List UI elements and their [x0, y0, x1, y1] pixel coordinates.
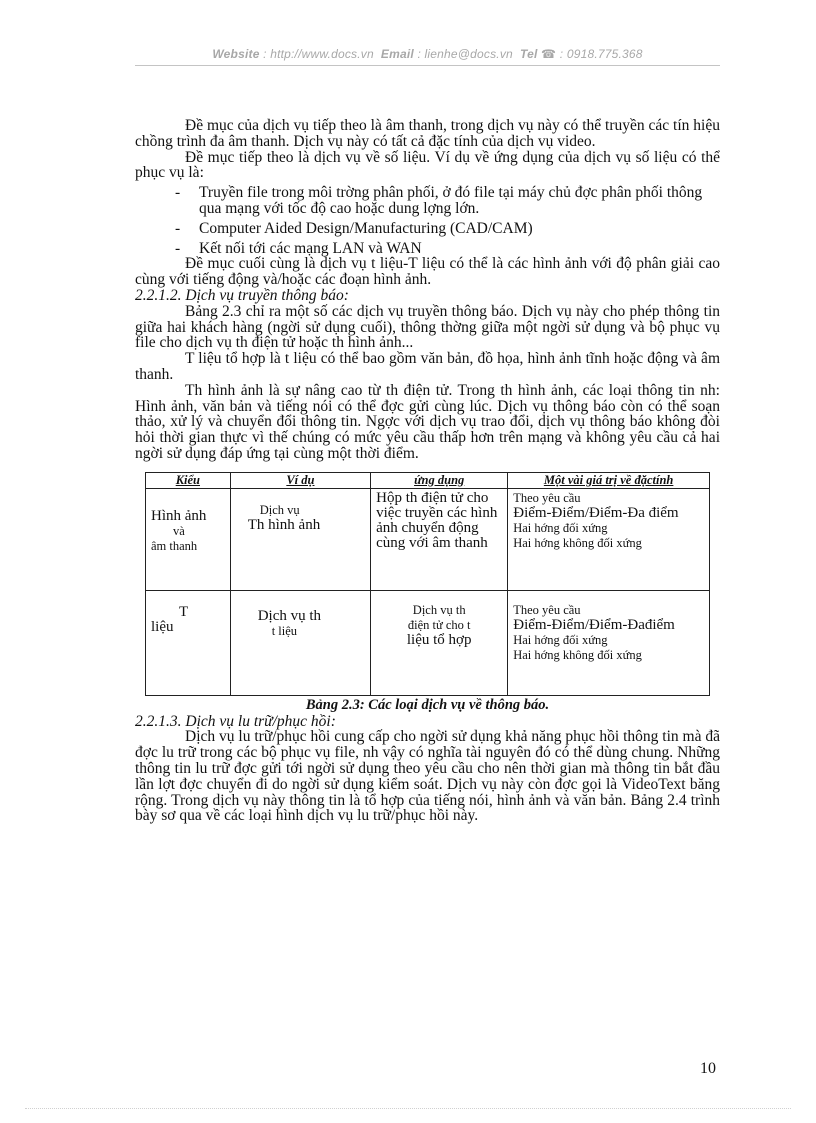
- table-row: [146, 488, 710, 590]
- page-body: [135, 118, 720, 824]
- tel-value: : 0918.775.368: [559, 47, 643, 61]
- bullet-text: Kết nối tới các mạng LAN và WAN: [199, 239, 422, 257]
- bullet-item: [135, 241, 720, 257]
- bullet-dash: -: [175, 219, 181, 237]
- bullet-text: Truyền file trong môi trờng phân phối, ở đó file tại máy chủ đợc phân phối thông qua mạng với tốc độ cao hoặc dung lợng lớn.: [199, 184, 703, 217]
- paragraph-composite: T liệu tổ hợp là t liệu có thể bao gồm văn bản, đồ họa, hình ảnh tĩnh hoặc động và âm thanh.: [135, 350, 720, 383]
- page-number: 10: [700, 1060, 716, 1077]
- paragraph-table-intro: Bảng 2.3 chỉ ra một số các dịch vụ truyền thông báo. Dịch vụ này cho phép thông tin giữa hai khách hàng (ngời sử dụng cuối), thông thờng giữa một ngời sử dụng và bộ phục vụ file cho dịch vụ th điện tử hoặc th hình ảnh...: [135, 302, 720, 352]
- email-label: Email: [380, 47, 414, 61]
- cell-kieu: Hình ảnh và âm thanh: [146, 488, 231, 590]
- paragraph-document: Đề mục cuối cùng là dịch vụ t liệu-T liệu có thể là các hình ảnh với độ phân giải cao cùng với tiếng động và/hoặc các đoạn hình ảnh.: [135, 255, 720, 289]
- phone-icon: ☎: [541, 47, 557, 61]
- tel-label: Tel: [520, 47, 538, 61]
- paragraph-audio: Đề mục của dịch vụ tiếp theo là âm thanh, trong dịch vụ này có thể truyền các tín hiệu chồng trình đa âm thanh. Dịch vụ này có tất cả đặc tính của dịch vụ video.: [135, 117, 720, 150]
- header-divider: [135, 65, 720, 66]
- bullet-dash: -: [175, 184, 181, 202]
- page-header: [135, 47, 720, 61]
- bullet-text: Computer Aided Design/Manufacturing (CAD/CAM): [199, 219, 533, 237]
- table-row: [146, 590, 710, 695]
- column-header: Một vài giá trị về đặctính: [508, 472, 710, 488]
- cell-ungdung: Hộp th điện tử cho việc truyền các hình ảnh chuyển động cùng với âm thanh: [371, 488, 508, 590]
- column-header: ứng dụng: [371, 472, 508, 488]
- column-header: Kiểu: [146, 472, 231, 488]
- email-value[interactable]: : lienhe@docs.vn: [417, 47, 513, 61]
- paragraph-image-mail: Th hình ảnh là sự nâng cao từ th điện tử. Trong th hình ảnh, các loại thông tin nh: Hình ảnh, văn bản và tiếng nói có thể đợc gửi cùng lúc. Dịch vụ thông báo còn có thể soạn thảo, xử lý và chuyển đổi thông tin. Ngợc với dịch vụ trao đổi, dịch vụ thông báo không đòi hỏi thời gian thực vì thế chúng có mức yêu cầu thấp hơn trên mạng và không yêu cầu cả hai ngời sử dụng đáp ứng tại cùng một thời điểm.: [135, 381, 720, 462]
- paragraph-retrieval: Dịch vụ lu trữ/phục hồi cung cấp cho ngời sử dụng khả năng phục hồi thông tin mà đã đợc lu trữ trong các bộ phục vụ file, nh vậy có nghĩa tài nguyên đó có thể dùng chung. Những thông tin lu trữ đợc gửi tới ngời sử dụng theo yêu cầu cho nên thời gian mà thông tin bắt đầu lần lợt đợc chuyển đi do ngời sử dụng kiểm soát. Dịch vụ này còn đợc gọi là VideoText băng rộng. Trong dịch vụ này thông tin là tổ hợp của tiếng nói, hình ảnh và văn bản. Bảng 2.4 trình bày sơ qua về các loại hình dịch vụ lu trữ/phục hồi này.: [135, 728, 720, 825]
- bullet-item: [135, 185, 720, 217]
- table-caption: Bảng 2.3: Các loại dịch vụ về thông báo.: [305, 696, 550, 713]
- cell-kieu: T liệu: [146, 590, 231, 695]
- table-header-row: [146, 472, 710, 488]
- cell-vidu: Dịch vụ Th hình ảnh: [230, 488, 370, 590]
- cell-dactinh: Theo yêu cầu Điểm-Điểm/Điểm-Đađiểm Hai hớng đối xứng Hai hớng không đối xứng: [508, 590, 710, 695]
- bullet-dash: -: [175, 239, 181, 257]
- footer-divider: [25, 1108, 791, 1109]
- messaging-services-table: [145, 472, 710, 696]
- cell-ungdung: Dịch vụ th điện tử cho t liệu tổ hợp: [371, 590, 508, 695]
- section-heading-retrieval: 2.2.1.3. Dịch vụ lu trữ/phục hồi:: [135, 712, 336, 730]
- website-label: Website: [212, 47, 260, 61]
- cell-vidu: Dịch vụ th t liệu: [230, 590, 370, 695]
- paragraph-data: Đề mục tiếp theo là dịch vụ về số liệu. Ví dụ về ứng dụng của dịch vụ số liệu có thể phục vụ là:: [135, 148, 720, 182]
- website-url[interactable]: : http://www.docs.vn: [263, 47, 374, 61]
- bullet-item: [135, 221, 720, 237]
- cell-dactinh: Theo yêu cầu Điểm-Điểm/Điểm-Đa điểm Hai hớng đối xứng Hai hớng không đối xứng: [508, 488, 710, 590]
- column-header: Ví dụ: [230, 472, 370, 488]
- section-heading-messaging: 2.2.1.2. Dịch vụ truyền thông báo:: [135, 286, 349, 304]
